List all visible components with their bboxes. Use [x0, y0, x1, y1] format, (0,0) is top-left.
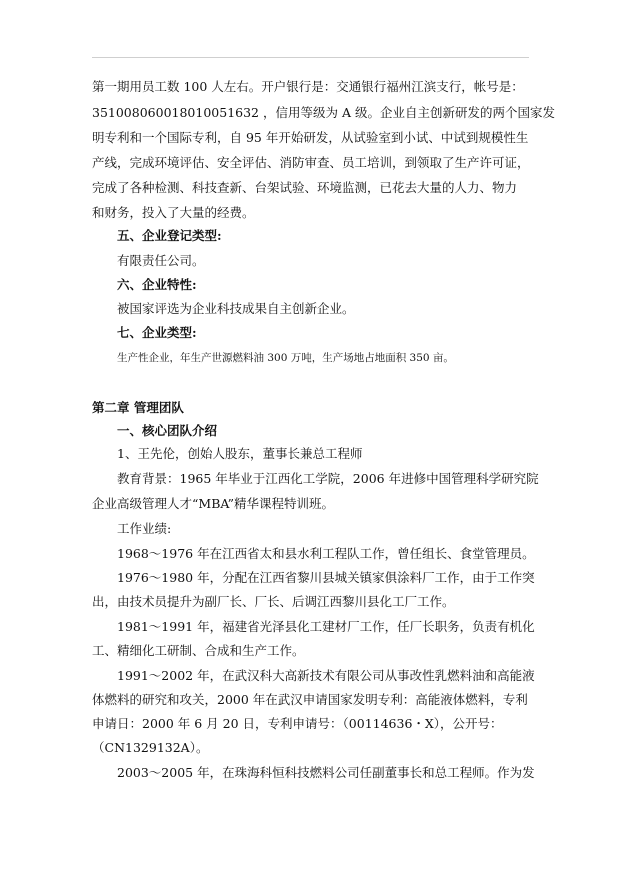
paragraph-line: 被国家评选为企业科技成果自主创新企业。 [117, 301, 355, 316]
team-member-title: 1、王先伦，创始人股东，董事长兼总工程师 [117, 446, 363, 461]
paragraph-line: 1968～1976 年在江西省太和县水利工程队工作，曾任组长、食堂管理员。 [117, 546, 535, 561]
paragraph-line: 完成了各种检测、科技查新、台架试验、环境监测，已花去大量的人力、物力 [92, 180, 518, 195]
section-heading-core-team: 一、核心团队介绍 [117, 423, 218, 438]
paragraph-line: 申请日：2000 年 6 月 20 日，专利申请号：（00114636・X），公开号： [92, 716, 503, 731]
paragraph-line: 明专利和一个国际专利，自 95 年开始研发，从试验室到小试、中试到规模性生 [92, 130, 529, 145]
paragraph-line: 体燃料的研究和攻关，2000 年在武汉申请国家发明专利：高能液体燃料，专利 [92, 692, 528, 707]
paragraph-line: 教育背景：1965 年毕业于江西化工学院，2006 年进修中国管理科学研究院 [117, 471, 539, 486]
paragraph-line: 工、精细化工研制、合成和生产工作。 [92, 643, 305, 658]
paragraph-line: 工作业绩: [117, 521, 172, 536]
paragraph-line: 1976～1980 年，分配在江西省黎川县城关镇家俱涂料厂工作，由于工作突 [117, 570, 535, 585]
chapter-title: 第二章 管理团队 [92, 400, 184, 415]
paragraph-line: 2003～2005 年，在珠海科恒科技燃料公司任副董事长和总工程师。作为发 [117, 765, 535, 780]
paragraph-line: 出，由技术员提升为副厂长、厂长、后调江西黎川县化工厂工作。 [92, 594, 455, 609]
section-heading-characteristics: 六、企业特性: [117, 277, 197, 292]
paragraph-line: 351008060018010051632 ，信用等级为 A 级。企业自主创新研发的两个国家发 [92, 105, 555, 120]
header-rule [92, 57, 529, 58]
paragraph-line: 生产性企业，年生产世源燃料油 300 万吨，生产场地占地面积 350 亩。 [117, 352, 454, 364]
section-heading-registration-type: 五、企业登记类型: [117, 228, 222, 243]
paragraph-line: 1991～2002 年，在武汉科大高新技术有限公司从事改性乳燃料油和高能液 [117, 668, 535, 683]
paragraph-line: 1981～1991 年，福建省光泽县化工建材厂工作，任厂长职务，负责有机化 [117, 619, 535, 634]
paragraph-line: 第一期用员工数 100 人左右。开户银行是：交通银行福州江滨支行，帐号是： [92, 79, 524, 94]
paragraph-line: （CN1329132A）。 [92, 740, 209, 755]
paragraph-line: 和财务，投入了大量的经费。 [92, 205, 255, 220]
paragraph-line: 企业高级管理人才“MBA”精华课程特训班。 [92, 496, 334, 511]
paragraph-line: 产线，完成环境评估、安全评估、消防审查、员工培训，到领取了生产许可证， [92, 155, 530, 170]
paragraph-line: 有限责任公司。 [117, 253, 205, 268]
section-heading-enterprise-type: 七、企业类型: [117, 325, 197, 340]
